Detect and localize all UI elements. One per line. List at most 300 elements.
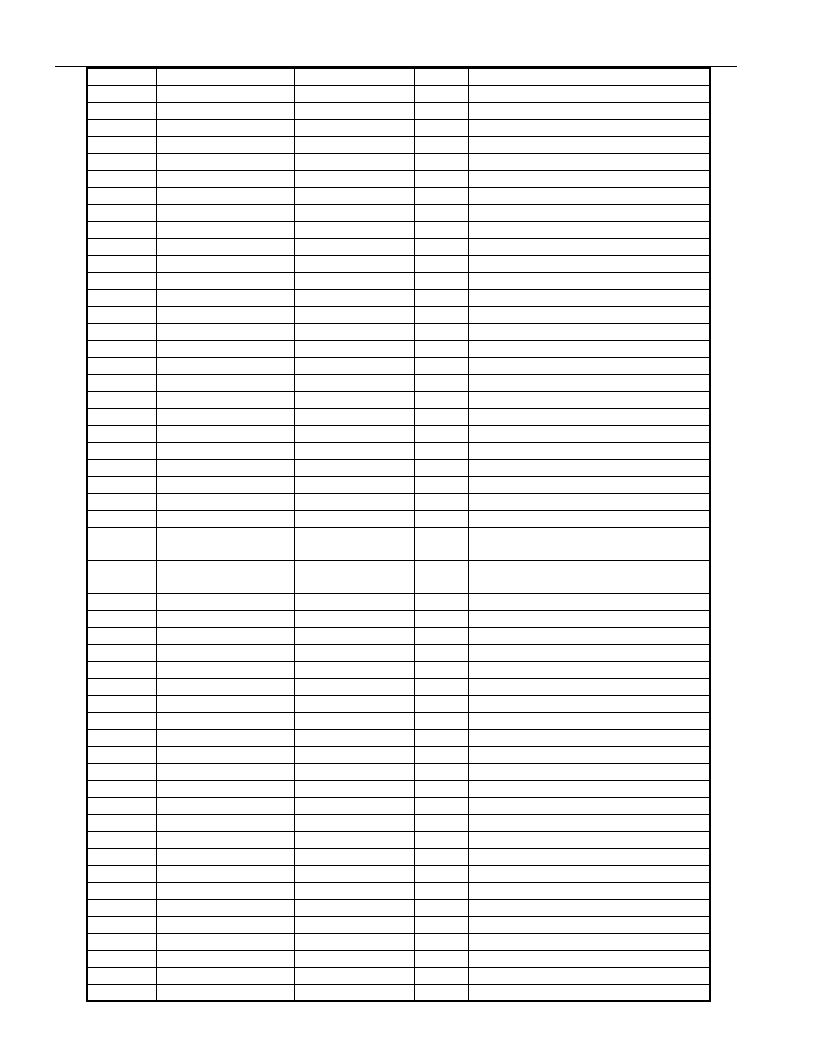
table-row [87, 459, 710, 476]
table-cell [468, 695, 710, 712]
table-cell [87, 560, 156, 593]
table-cell [468, 560, 710, 593]
table-cell [87, 510, 156, 527]
table-cell [156, 763, 294, 780]
table-row [87, 797, 710, 814]
table-cell [87, 391, 156, 408]
table-cell [414, 238, 468, 255]
table-cell [294, 780, 414, 797]
table-cell [156, 899, 294, 916]
table-cell [414, 340, 468, 357]
table-cell [468, 797, 710, 814]
table-cell [87, 831, 156, 848]
table-cell [294, 425, 414, 442]
table-cell [414, 119, 468, 136]
table-cell [156, 560, 294, 593]
table-cell [156, 187, 294, 204]
table-cell [294, 476, 414, 493]
table-cell [414, 527, 468, 560]
table-cell [468, 238, 710, 255]
table-cell [294, 340, 414, 357]
table-cell [156, 442, 294, 459]
table-cell [294, 391, 414, 408]
table-cell [87, 68, 156, 85]
table-cell [87, 780, 156, 797]
table-row [87, 442, 710, 459]
table-cell [294, 899, 414, 916]
table-row [87, 85, 710, 102]
table-body [87, 68, 710, 1001]
table-cell [414, 255, 468, 272]
table-cell [468, 933, 710, 950]
table-cell [87, 425, 156, 442]
table-cell [156, 425, 294, 442]
table-row [87, 560, 710, 593]
table-cell [294, 102, 414, 119]
table-cell [414, 593, 468, 610]
table-cell [468, 204, 710, 221]
table-cell [156, 408, 294, 425]
table-row [87, 391, 710, 408]
table-cell [468, 865, 710, 882]
table-cell [156, 831, 294, 848]
table-cell [294, 695, 414, 712]
table-cell [414, 374, 468, 391]
table-cell [468, 510, 710, 527]
table-cell [414, 780, 468, 797]
table-cell [87, 746, 156, 763]
table-cell [87, 527, 156, 560]
table-cell [468, 950, 710, 967]
table-row [87, 493, 710, 510]
table-cell [294, 255, 414, 272]
table-cell [414, 678, 468, 695]
table-cell [87, 340, 156, 357]
table-cell [87, 984, 156, 1001]
table-cell [156, 306, 294, 323]
table-cell [294, 950, 414, 967]
table-cell [414, 493, 468, 510]
table-cell [156, 712, 294, 729]
table-row [87, 425, 710, 442]
table-cell [468, 119, 710, 136]
table-cell [87, 442, 156, 459]
table-cell [87, 593, 156, 610]
table-cell [468, 476, 710, 493]
table-cell [468, 712, 710, 729]
table-cell [87, 136, 156, 153]
table-row [87, 289, 710, 306]
table-cell [156, 102, 294, 119]
table-cell [294, 119, 414, 136]
table-cell [156, 950, 294, 967]
table-cell [156, 476, 294, 493]
table-cell [87, 712, 156, 729]
table-cell [294, 527, 414, 560]
table-cell [156, 153, 294, 170]
table-cell [294, 746, 414, 763]
table-cell [468, 85, 710, 102]
table-cell [156, 729, 294, 746]
table-cell [294, 644, 414, 661]
table-cell [156, 391, 294, 408]
table-cell [294, 712, 414, 729]
table-cell [468, 967, 710, 984]
table-cell [156, 916, 294, 933]
table-cell [468, 763, 710, 780]
table-cell [468, 391, 710, 408]
table-cell [156, 627, 294, 644]
table-cell [87, 797, 156, 814]
table-cell [156, 527, 294, 560]
table-cell [468, 408, 710, 425]
table-cell [414, 221, 468, 238]
table-cell [87, 459, 156, 476]
table-cell [294, 272, 414, 289]
table-row [87, 899, 710, 916]
table-cell [87, 763, 156, 780]
table-cell [294, 357, 414, 374]
table-cell [87, 950, 156, 967]
table-cell [468, 442, 710, 459]
table-cell [294, 814, 414, 831]
table-cell [468, 627, 710, 644]
table-cell [87, 916, 156, 933]
table-cell [156, 289, 294, 306]
table-cell [156, 933, 294, 950]
table-row [87, 865, 710, 882]
table-cell [156, 848, 294, 865]
table-cell [414, 85, 468, 102]
table-cell [87, 814, 156, 831]
table-cell [468, 493, 710, 510]
table-cell [294, 882, 414, 899]
table-cell [414, 814, 468, 831]
table-cell [468, 984, 710, 1001]
table-row [87, 763, 710, 780]
table-cell [87, 153, 156, 170]
table-cell [414, 916, 468, 933]
table-cell [156, 357, 294, 374]
table-cell [156, 610, 294, 627]
table-cell [468, 425, 710, 442]
table-cell [294, 678, 414, 695]
table-cell [468, 357, 710, 374]
table-cell [156, 814, 294, 831]
table-cell [414, 442, 468, 459]
table-row [87, 510, 710, 527]
table-row [87, 695, 710, 712]
table-cell [156, 459, 294, 476]
table-cell [414, 933, 468, 950]
table-cell [468, 306, 710, 323]
table-row [87, 357, 710, 374]
table-cell [468, 153, 710, 170]
table-cell [414, 695, 468, 712]
table-cell [468, 272, 710, 289]
table-cell [156, 644, 294, 661]
table-cell [414, 306, 468, 323]
table-cell [87, 119, 156, 136]
table-row [87, 238, 710, 255]
table-cell [156, 678, 294, 695]
table-cell [468, 527, 710, 560]
table-cell [468, 459, 710, 476]
table-cell [294, 627, 414, 644]
table-cell [414, 967, 468, 984]
table-cell [156, 374, 294, 391]
table-cell [156, 136, 294, 153]
table-cell [156, 255, 294, 272]
table-cell [468, 848, 710, 865]
table-cell [414, 459, 468, 476]
table-cell [87, 187, 156, 204]
table-cell [468, 136, 710, 153]
table-cell [414, 170, 468, 187]
table-cell [414, 610, 468, 627]
table-cell [294, 661, 414, 678]
table-cell [414, 272, 468, 289]
table-cell [294, 442, 414, 459]
table-cell [294, 408, 414, 425]
table-cell [87, 476, 156, 493]
table-cell [87, 678, 156, 695]
table-row [87, 170, 710, 187]
table-row [87, 678, 710, 695]
table-row [87, 882, 710, 899]
table-cell [414, 848, 468, 865]
table-cell [294, 967, 414, 984]
table-cell [468, 882, 710, 899]
table-row [87, 187, 710, 204]
table-cell [294, 610, 414, 627]
table-cell [156, 119, 294, 136]
table-cell [414, 729, 468, 746]
table-cell [468, 102, 710, 119]
table-cell [468, 289, 710, 306]
table-cell [87, 85, 156, 102]
table-cell [156, 221, 294, 238]
table-cell [87, 493, 156, 510]
table-cell [294, 306, 414, 323]
table-row [87, 916, 710, 933]
table-row [87, 340, 710, 357]
table-cell [414, 831, 468, 848]
table-row [87, 102, 710, 119]
table-cell [468, 68, 710, 85]
table-cell [468, 746, 710, 763]
table-row [87, 476, 710, 493]
table-cell [156, 780, 294, 797]
table-cell [414, 797, 468, 814]
table-cell [87, 899, 156, 916]
table-cell [468, 661, 710, 678]
table-cell [468, 610, 710, 627]
table-cell [156, 661, 294, 678]
table-cell [87, 102, 156, 119]
table-cell [294, 593, 414, 610]
table-cell [294, 916, 414, 933]
table-cell [156, 984, 294, 1001]
table-row [87, 984, 710, 1001]
table-row [87, 323, 710, 340]
table-cell [87, 933, 156, 950]
table-cell [156, 340, 294, 357]
table-row [87, 408, 710, 425]
table-cell [414, 899, 468, 916]
table-cell [87, 204, 156, 221]
table-row [87, 814, 710, 831]
table-cell [87, 289, 156, 306]
table-cell [414, 984, 468, 1001]
table-cell [294, 85, 414, 102]
table-cell [414, 357, 468, 374]
table-row [87, 848, 710, 865]
table-cell [87, 323, 156, 340]
table-cell [294, 797, 414, 814]
table-cell [87, 661, 156, 678]
table-cell [414, 865, 468, 882]
table-cell [87, 967, 156, 984]
table-cell [294, 136, 414, 153]
table-cell [156, 323, 294, 340]
table-cell [87, 644, 156, 661]
table-cell [87, 882, 156, 899]
table-cell [414, 746, 468, 763]
table-cell [156, 510, 294, 527]
table-row [87, 967, 710, 984]
table-cell [294, 865, 414, 882]
table-row [87, 933, 710, 950]
table-cell [414, 68, 468, 85]
table-cell [468, 899, 710, 916]
table-cell [87, 865, 156, 882]
table-cell [414, 661, 468, 678]
table-cell [414, 763, 468, 780]
table-cell [414, 425, 468, 442]
table-cell [156, 85, 294, 102]
table-cell [414, 323, 468, 340]
table-cell [468, 644, 710, 661]
table-cell [414, 102, 468, 119]
table-cell [294, 763, 414, 780]
table-row [87, 831, 710, 848]
table-cell [87, 255, 156, 272]
table-row [87, 153, 710, 170]
table-cell [468, 340, 710, 357]
table-cell [294, 153, 414, 170]
table-cell [87, 374, 156, 391]
table-cell [468, 255, 710, 272]
table-cell [87, 238, 156, 255]
table-cell [414, 187, 468, 204]
table-cell [87, 357, 156, 374]
table-cell [87, 221, 156, 238]
table-cell [87, 627, 156, 644]
table-cell [87, 306, 156, 323]
table-cell [294, 374, 414, 391]
table-cell [468, 170, 710, 187]
table-cell [156, 967, 294, 984]
table-row [87, 729, 710, 746]
table-cell [294, 323, 414, 340]
table-cell [156, 746, 294, 763]
table-cell [87, 170, 156, 187]
table-cell [468, 187, 710, 204]
table-cell [294, 221, 414, 238]
table-cell [414, 560, 468, 593]
table-row [87, 593, 710, 610]
table-row [87, 950, 710, 967]
table-row [87, 610, 710, 627]
blank-form-table [86, 67, 711, 1002]
table-cell [294, 848, 414, 865]
table-cell [414, 627, 468, 644]
table-row [87, 627, 710, 644]
table-cell [414, 882, 468, 899]
table-cell [87, 729, 156, 746]
table-cell [156, 204, 294, 221]
table-cell [294, 170, 414, 187]
table-cell [294, 933, 414, 950]
table-cell [468, 729, 710, 746]
table-row [87, 68, 710, 85]
table-cell [156, 882, 294, 899]
table-row [87, 221, 710, 238]
table-row [87, 119, 710, 136]
table-cell [294, 204, 414, 221]
table-cell [294, 68, 414, 85]
table-row [87, 306, 710, 323]
table-cell [468, 831, 710, 848]
table-cell [414, 510, 468, 527]
table-cell [414, 289, 468, 306]
table-cell [294, 289, 414, 306]
table-cell [294, 984, 414, 1001]
table-cell [87, 408, 156, 425]
table-cell [294, 729, 414, 746]
table-row [87, 136, 710, 153]
table-row [87, 712, 710, 729]
table-cell [294, 187, 414, 204]
table-row [87, 527, 710, 560]
table-cell [414, 712, 468, 729]
table-cell [468, 814, 710, 831]
table-cell [294, 510, 414, 527]
table-cell [156, 593, 294, 610]
table-cell [294, 238, 414, 255]
table-cell [414, 950, 468, 967]
table-cell [294, 459, 414, 476]
table-cell [156, 238, 294, 255]
table-cell [414, 136, 468, 153]
table-cell [414, 476, 468, 493]
table-row [87, 374, 710, 391]
table-cell [294, 831, 414, 848]
table-cell [414, 391, 468, 408]
table-cell [87, 272, 156, 289]
table-cell [87, 610, 156, 627]
table-cell [156, 695, 294, 712]
table-cell [468, 323, 710, 340]
table-cell [414, 408, 468, 425]
table-cell [294, 560, 414, 593]
table-cell [156, 272, 294, 289]
table-row [87, 204, 710, 221]
table-cell [87, 695, 156, 712]
table-cell [468, 916, 710, 933]
table-cell [414, 153, 468, 170]
